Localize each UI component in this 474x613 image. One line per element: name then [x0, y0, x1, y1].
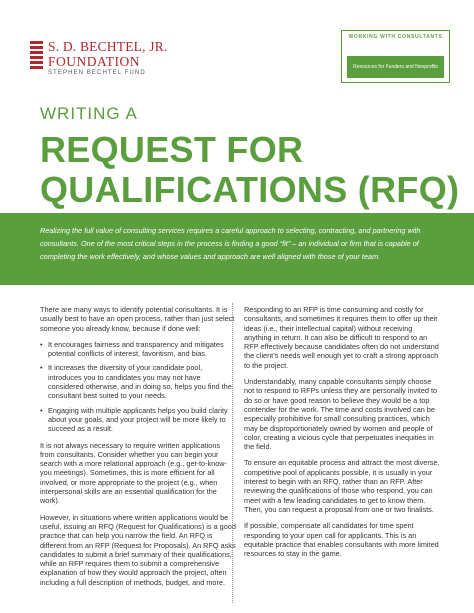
- list-item: • It increases the diversity of your candidate pool, introduces you to candidates you may not have considered otherwise, and in doing so, helps you find the consultant best suited to your needs.: [48, 363, 236, 400]
- right-paragraph-2: Understandably, many capable consultants simply choose not to respond to RFPs unless they are personally invited to do so or have good reason to believe they would be a top contender for the work. The time and costs involved can be especially prohibitive for small consulting practices, which may be disproportionately owned by women and people of color, creating a vicious cycle that perpetuates inequities in the field.: [244, 377, 438, 452]
- series-badge: [341, 30, 450, 83]
- right-column: [244, 305, 440, 565]
- badge-title: WORKING WITH CONSULTANTS: [348, 34, 443, 40]
- right-paragraph-3: To ensure an equitable process and attract the most diverse, competitive pool of applicants possible, it is usually in your interest to begin with an RFQ, rather than an RFP. After reviewing the qualifications of those who respond, you can meet with a few leading candidates to get to know them. Then, you can request a proposal from one or two finalists.: [244, 458, 440, 514]
- title-prefix: WRITING A: [40, 104, 138, 123]
- column-divider: [232, 303, 233, 603]
- right-paragraph-4: If possible, compensate all candidates for time spent responding to your open call for applicants. This is an equitable practice that enables consultants with more limited resources to stay in the game.: [244, 521, 439, 559]
- page-title-line-2: QUALIFICATIONS (RFQ): [40, 169, 460, 210]
- foundation-logo-text: [48, 40, 167, 76]
- logo-line-1: S. D. BECHTEL, JR.: [48, 39, 168, 54]
- left-column: [40, 305, 236, 594]
- list-item: • Engaging with multiple applicants helps you build clarity about your goals, and your project will be more likely to succeed as a result.: [48, 406, 236, 434]
- page-title-line-1: REQUEST FOR: [40, 129, 304, 170]
- logo-line-3: STEPHEN BECHTEL FUND: [48, 70, 146, 76]
- foundation-logo-mark-icon: [30, 41, 43, 69]
- badge-subtitle: Resources for Funders and Nonprofits: [347, 56, 444, 78]
- foundation-logo: [30, 40, 167, 76]
- page-title: [40, 130, 459, 210]
- list-item: • It encourages fairness and transparency and mitigates potential conflicts of interest, favoritism, and bias.: [48, 340, 236, 359]
- benefits-list: [40, 340, 236, 434]
- left-paragraph-3: However, in situations where written applications would be useful, issuing an RFQ (Request for Qualifications) is a good practice that can help you narrow the field. An RFQ is different from an RFP (Request for Proposals). An RFQ asks candidates to submit a brief summary of their qualifications, while an RFP requires them to submit a comprehensive explanation of how they would approach the project, often including a full description of methods, budget, and more.: [40, 512, 236, 587]
- left-paragraph-2: It is not always necessary to require written applications from consultants. Consider whether you can begin your search with a more relational approach (e.g., get-to-know-you meetings). Sometimes, this is more efficient for all involved, or more appropriate to the project (e.g., when interpersonal skills are an essential qualification for the work).: [40, 440, 227, 506]
- left-paragraph-1: There are many ways to identify potential consultants. It is usually best to have an open process, rather than just select someone you already know, because if done well:: [40, 305, 235, 333]
- logo-line-2: FOUNDATION: [48, 53, 140, 69]
- right-paragraph-1: Responding to an RFP is time consuming and costly for consultants, and sometimes it requires them to offer up their ideas (i.e., their intellectual capital) without receiving anything in return. It can also be difficult to respond to an RFP effectively because candidates often do not understand the client’s needs well enough yet to craft a strong approach to the project.: [244, 305, 439, 370]
- intro-text: Realizing the full value of consulting services requires a careful approach to selecting, contracting, and partnering with consultants. One of the most critical steps in the process is finding a good “fit” – an individual or firm that is capable of completing the work effectively, and whose values and approach are well aligned with those of your team.: [40, 226, 421, 262]
